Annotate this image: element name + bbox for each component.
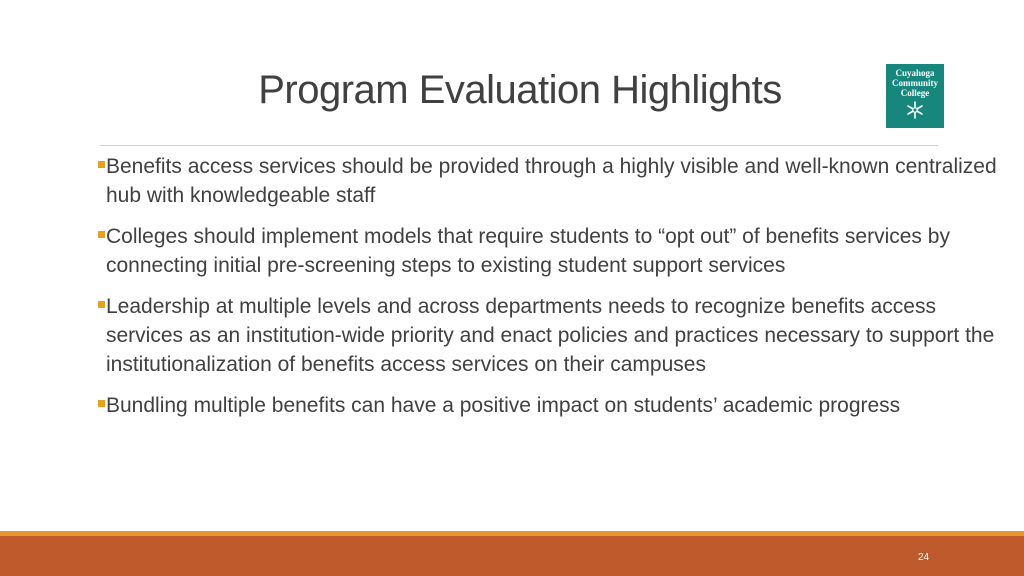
bullet-marker <box>98 161 105 168</box>
bullet-text: Colleges should implement models that require students to “opt out” of benefits services by connecting initial pre-screening steps to existing student support services <box>106 225 950 277</box>
bullet-text: Leadership at multiple levels and across departments needs to recognize benefits access services as an institution-wide priority and enact policies and practices necessary to support the institutionalization of benefits access services on their campuses <box>106 295 995 376</box>
snowflake-logo-icon <box>906 101 924 119</box>
bullet-marker <box>98 301 105 308</box>
bullet-list <box>98 152 998 432</box>
college-logo <box>886 64 944 128</box>
title-divider <box>100 145 938 146</box>
bullet-marker <box>98 400 105 407</box>
footer-bar <box>0 536 1024 576</box>
logo-line-2: Community <box>891 78 938 88</box>
logo-line-1: Cuyahoga <box>895 68 935 78</box>
bullet-item <box>98 222 998 280</box>
bullet-item <box>98 292 998 379</box>
bullet-text: Bundling multiple benefits can have a positive impact on students’ academic progress <box>106 394 901 417</box>
bullet-marker <box>98 231 105 238</box>
logo-line-3: College <box>900 88 930 98</box>
slide-title: Program Evaluation Highlights <box>258 68 782 112</box>
bullet-item <box>98 152 998 210</box>
bullet-item <box>98 391 998 420</box>
bullet-text: Benefits access services should be provided through a highly visible and well-known centralized hub with knowledgeable staff <box>106 155 997 207</box>
page-number: 24 <box>918 552 930 563</box>
